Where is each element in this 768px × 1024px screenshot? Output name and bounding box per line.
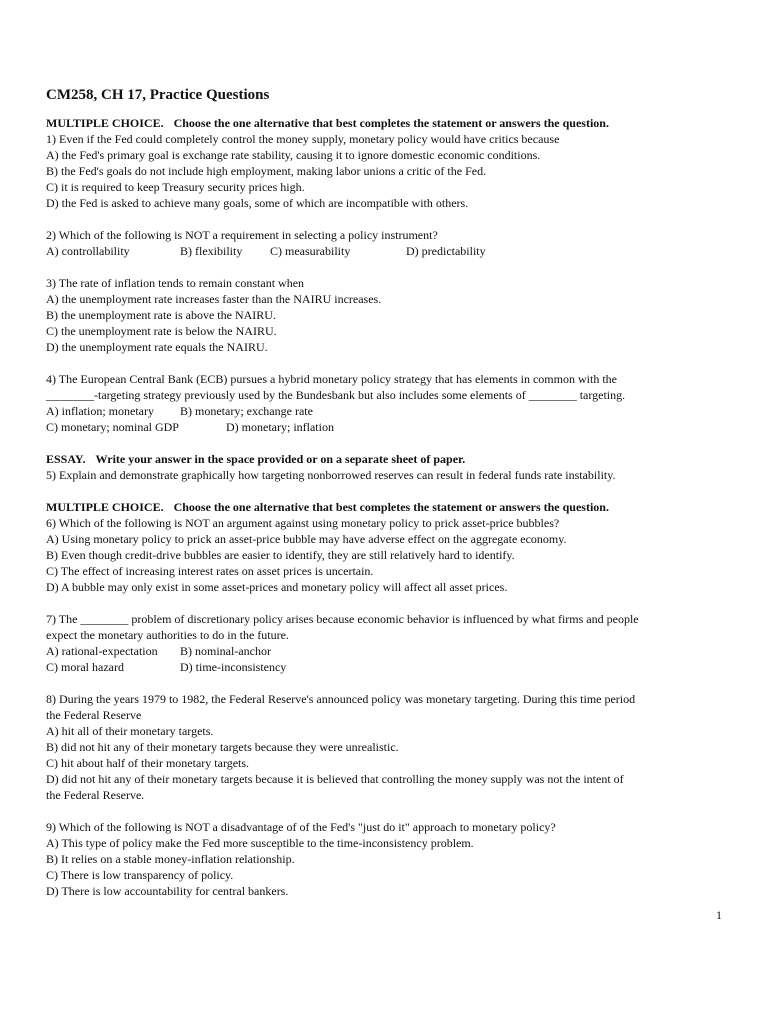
page-number: 1 — [716, 908, 722, 922]
option-b: B) the Fed's goals do not include high employment, making labor unions a critic of the Fed. — [46, 164, 487, 178]
options-row — [46, 643, 736, 659]
options-row — [46, 419, 736, 435]
section-label: MULTIPLE CHOICE. — [46, 500, 164, 514]
section-instructions: Choose the one alternative that best completes the statement or answers the question. — [173, 116, 609, 130]
section-label: ESSAY. — [46, 452, 86, 466]
options-row — [46, 243, 736, 259]
option-a: A) rational-expectation — [46, 644, 158, 658]
option-d: D) time-inconsistency — [180, 660, 287, 674]
option-c: C) hit about half of their monetary targets. — [46, 756, 250, 770]
option-a: A) This type of policy make the Fed more susceptible to the time-inconsistency problem. — [46, 836, 474, 850]
options-row — [46, 403, 736, 419]
option-c: C) There is low transparency of policy. — [46, 868, 234, 882]
option-a: A) hit all of their monetary targets. — [46, 724, 214, 738]
question-4 — [46, 371, 736, 435]
option-d: D) predictability — [406, 244, 486, 258]
question-stem: 7) The ________ problem of discretionary policy arises because economic behavior is influenced by what firms and people — [46, 612, 639, 626]
options-row — [46, 659, 736, 675]
question-stem: 1) Even if the Fed could completely control the money supply, monetary policy would have critics because — [46, 132, 560, 146]
page-title: CM258, CH 17, Practice Questions — [46, 87, 270, 103]
question-stem: 5) Explain and demonstrate graphically how targeting nonborrowed reserves can result in federal funds rate instability. — [46, 468, 616, 482]
option-c: C) monetary; nominal GDP — [46, 420, 179, 434]
question-6 — [46, 515, 736, 595]
section-heading-mc-1 — [46, 115, 736, 131]
question-8 — [46, 691, 736, 803]
question-5 — [46, 467, 736, 483]
question-3 — [46, 275, 736, 355]
section-heading-essay — [46, 451, 736, 467]
question-stem: 3) The rate of inflation tends to remain constant when — [46, 276, 305, 290]
section-heading-mc-2 — [46, 499, 736, 515]
question-stem: 4) The European Central Bank (ECB) pursues a hybrid monetary policy strategy that has elements in common with the — [46, 372, 617, 386]
question-9 — [46, 819, 736, 899]
option-d: D) monetary; inflation — [226, 420, 334, 434]
option-b: B) It relies on a stable money-inflation relationship. — [46, 852, 295, 866]
question-stem-cont: ________-targeting strategy previously used by the Bundesbank but also includes some elements of ________ targeting. — [46, 388, 626, 402]
question-stem: 9) Which of the following is NOT a disadvantage of of the Fed's "just do it" approach to monetary policy? — [46, 820, 556, 834]
option-b: B) did not hit any of their monetary targets because they were unrealistic. — [46, 740, 399, 754]
question-stem-cont: the Federal Reserve — [46, 708, 142, 722]
option-a: A) the Fed's primary goal is exchange rate stability, causing it to ignore domestic economic conditions. — [46, 148, 541, 162]
option-d: D) did not hit any of their monetary targets because it is believed that controlling the money supply was not the intent of — [46, 772, 624, 786]
question-stem: 2) Which of the following is NOT a requirement in selecting a policy instrument? — [46, 228, 438, 242]
option-c: C) The effect of increasing interest rates on asset prices is uncertain. — [46, 564, 374, 578]
option-b: B) flexibility — [180, 244, 243, 258]
option-b: B) nominal-anchor — [180, 644, 271, 658]
question-2 — [46, 227, 736, 259]
question-7 — [46, 611, 736, 675]
option-c: C) moral hazard — [46, 660, 124, 674]
option-d-cont: the Federal Reserve. — [46, 788, 145, 802]
option-a: A) controllability — [46, 244, 130, 258]
option-c: C) measurability — [270, 244, 351, 258]
document-page — [46, 86, 736, 915]
option-d: D) the unemployment rate equals the NAIRU. — [46, 340, 268, 354]
question-stem-cont: expect the monetary authorities to do in the future. — [46, 628, 289, 642]
section-label: MULTIPLE CHOICE. — [46, 116, 164, 130]
question-stem: 8) During the years 1979 to 1982, the Federal Reserve's announced policy was monetary targeting. During this time period — [46, 692, 636, 706]
question-1 — [46, 131, 736, 211]
option-b: B) the unemployment rate is above the NAIRU. — [46, 308, 276, 322]
option-c: C) the unemployment rate is below the NAIRU. — [46, 324, 277, 338]
section-instructions: Write your answer in the space provided or on a separate sheet of paper. — [95, 452, 466, 466]
option-a: A) the unemployment rate increases faster than the NAIRU increases. — [46, 292, 382, 306]
option-d: D) the Fed is asked to achieve many goals, some of which are incompatible with others. — [46, 196, 469, 210]
option-a: A) inflation; monetary — [46, 404, 154, 418]
option-d: D) A bubble may only exist in some asset-prices and monetary policy will affect all asset prices. — [46, 580, 508, 594]
option-d: D) There is low accountability for central bankers. — [46, 884, 289, 898]
section-instructions: Choose the one alternative that best completes the statement or answers the question. — [173, 500, 609, 514]
option-b: B) monetary; exchange rate — [180, 404, 313, 418]
question-stem: 6) Which of the following is NOT an argument against using monetary policy to prick asset-price bubbles? — [46, 516, 560, 530]
option-b: B) Even though credit-drive bubbles are easier to identify, they are still relatively hard to identify. — [46, 548, 515, 562]
option-a: A) Using monetary policy to prick an asset-price bubble may have adverse effect on the aggregate economy. — [46, 532, 567, 546]
option-c: C) it is required to keep Treasury security prices high. — [46, 180, 305, 194]
